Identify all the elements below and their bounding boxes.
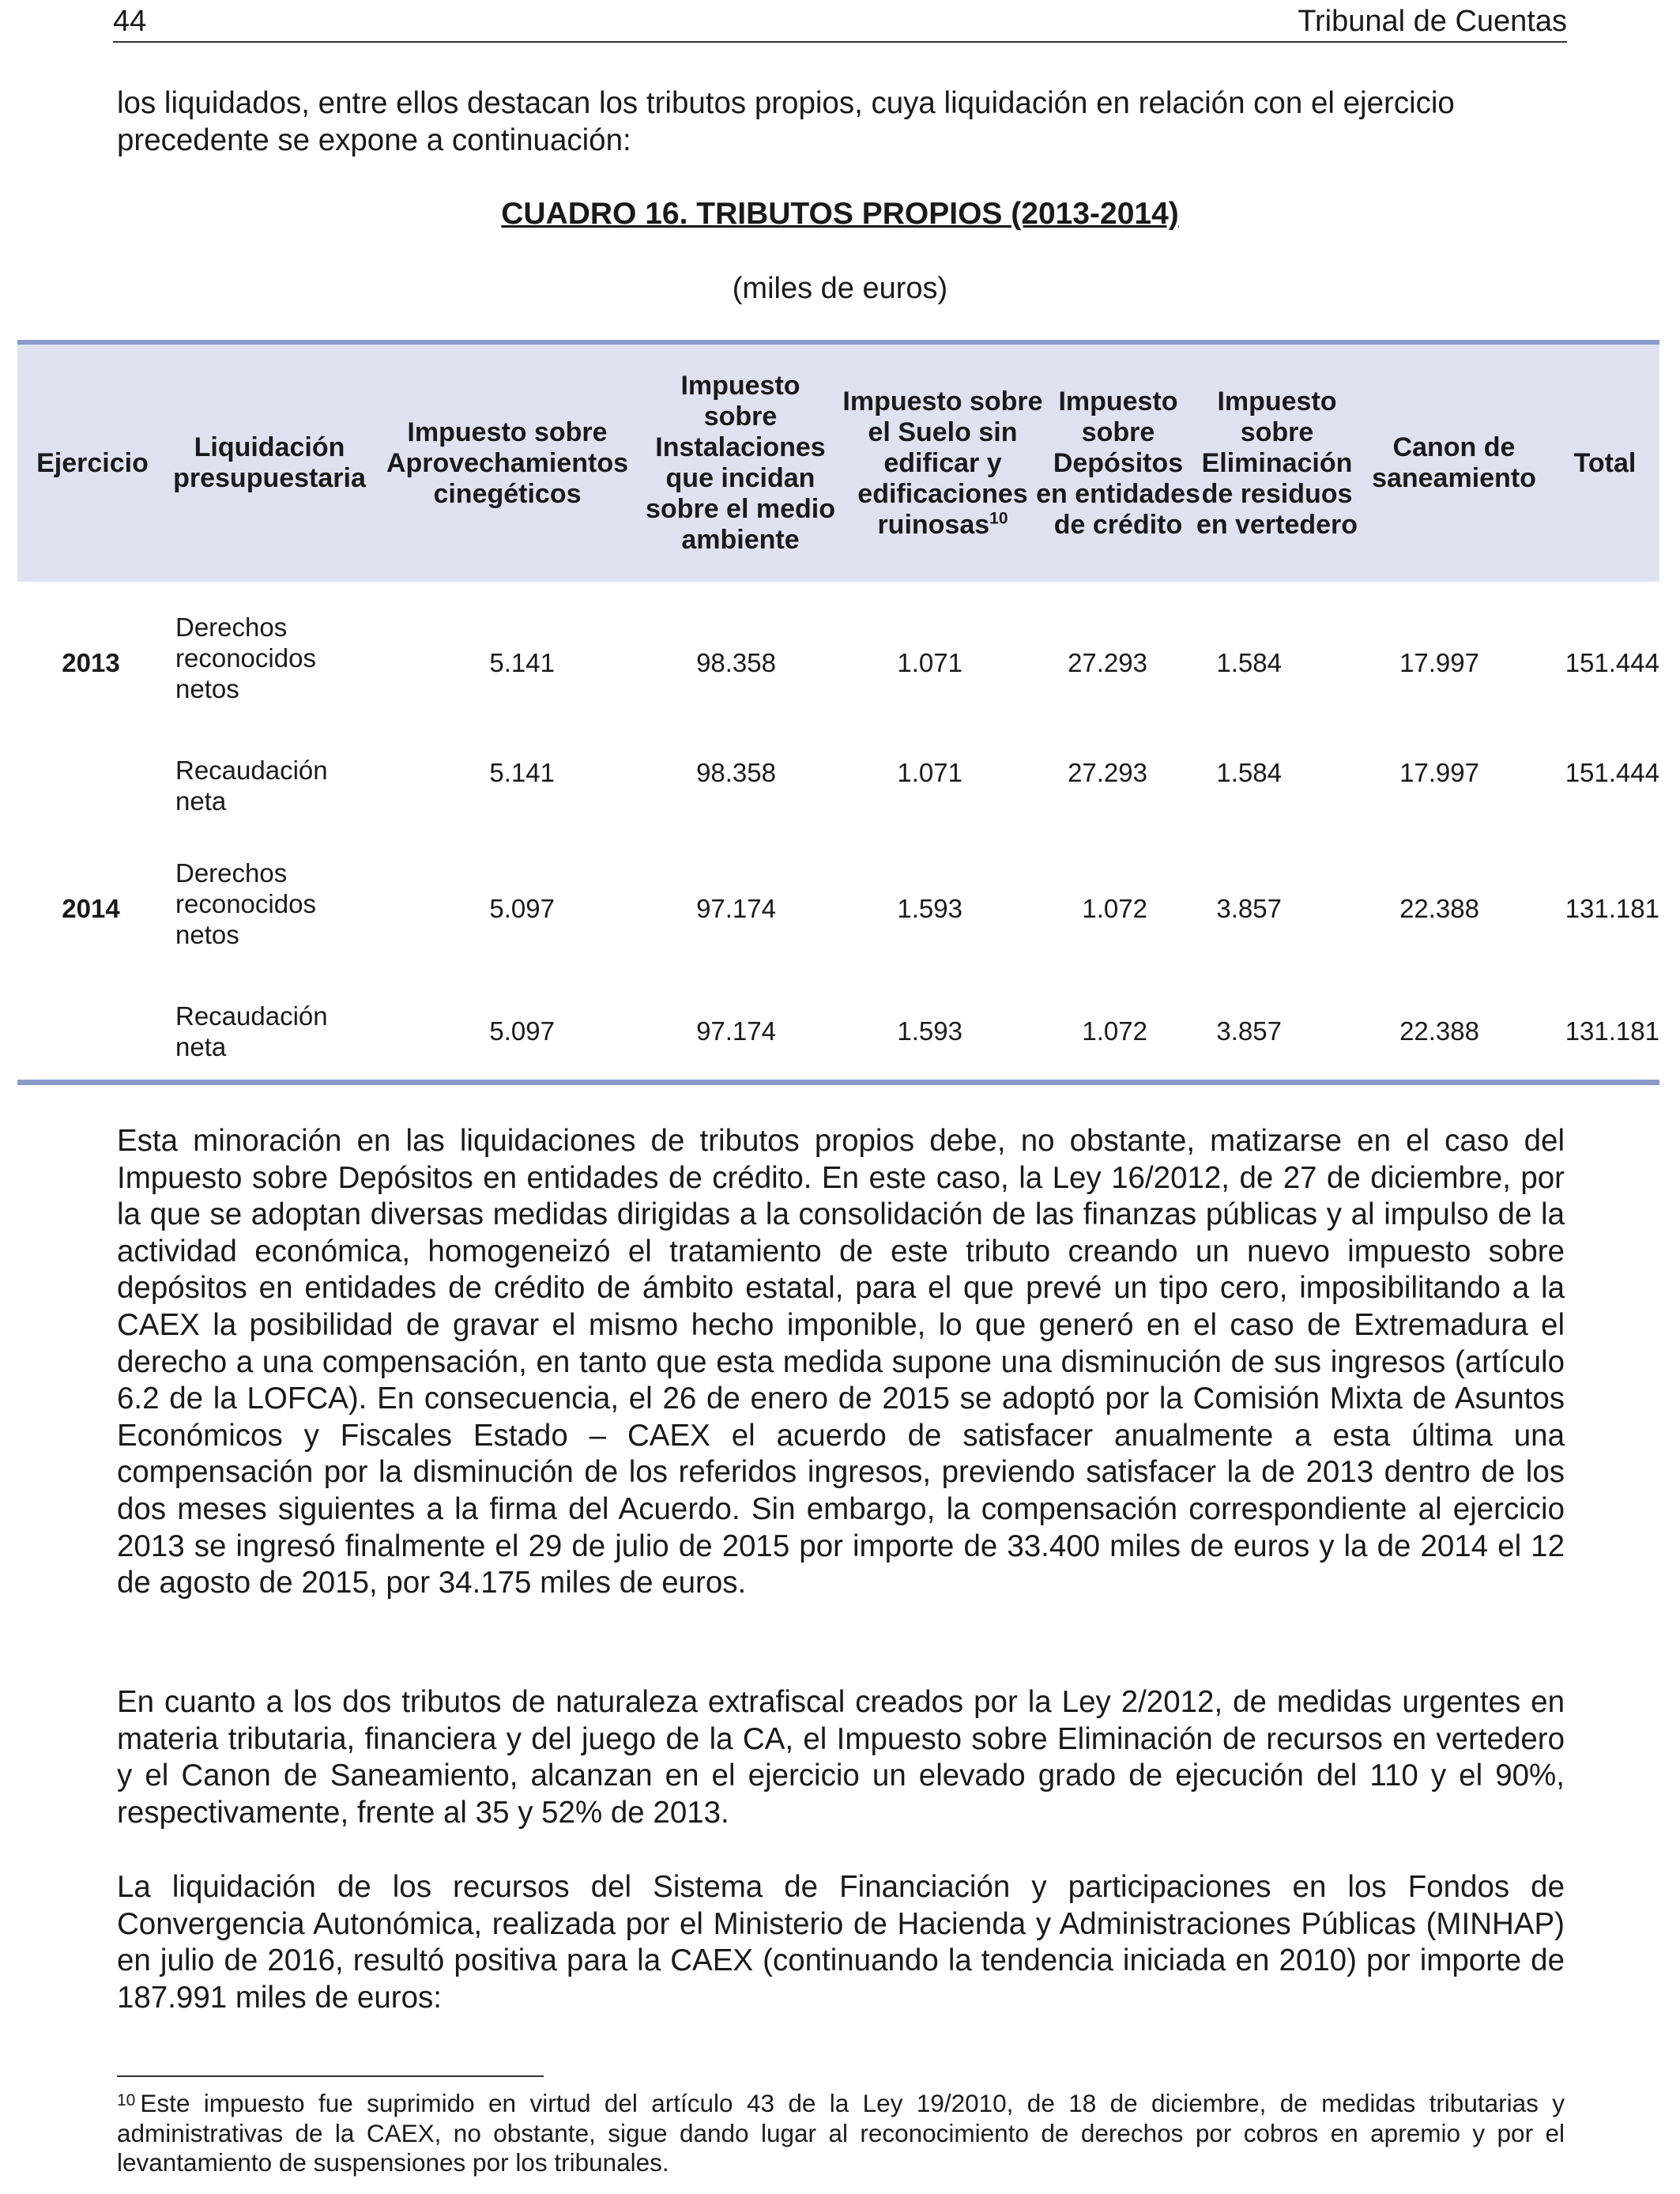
table-bottom-rule [17,1080,1659,1085]
footnote-mark: 10 [117,2091,136,2109]
row-2-liquidacion: Recaudación neta [175,756,328,816]
col-header-depositos: Impuesto sobre Depósitos en entidades de crédito [1036,386,1200,540]
year-2014: 2014 [62,894,120,923]
footnote-separator [117,2075,544,2077]
table-units: (miles de euros) [732,272,948,305]
row-2-canon: 17.997 [1399,758,1479,787]
body-paragraph-3: La liquidación de los recursos del Sistema de Financiación y participaciones en los Fondos de Convergencia Autonómica, realizada por el Ministerio de Hacienda y Administraciones Públicas (MINHAP) en julio de 2016, resultó positiva para la CAEX (continuando la tendencia iniciada en 2010) por importe de 187.991 miles de euros: [117,1870,1565,2015]
row-3-depositos: 1.072 [1082,894,1147,923]
col-header-ejercicio: Ejercicio [36,447,149,478]
row-1-eliminacion: 1.584 [1216,648,1282,677]
col-header-eliminacion: Impuesto sobre Eliminación de residuos en vertedero [1196,386,1358,540]
col-header-liquidacion: Liquidación presupuestaria [173,432,366,493]
row-4-eliminacion: 3.857 [1216,1016,1282,1046]
row-2-total: 151.444 [1565,758,1659,787]
row-4-liquidacion: Recaudación neta [175,1001,328,1061]
row-2-instalaciones: 98.358 [696,758,776,787]
row-1-depositos: 27.293 [1068,648,1147,677]
row-1-liquidacion: Derechos reconocidos netos [175,613,316,703]
col-header-suelo [839,345,1046,582]
row-3-instalaciones: 97.174 [696,894,776,923]
page-header [113,0,1567,43]
year-2013: 2013 [62,648,120,677]
running-title: Tribunal de Cuentas [1298,5,1567,38]
row-4-total: 131.181 [1565,1016,1659,1046]
footnote-ref: 10 [989,509,1008,528]
page-number: 44 [113,5,147,38]
col-header-aprovechamientos: Impuesto sobre Aprovechamientos cinegéticos [386,417,629,509]
col-header-total: Total [1573,447,1637,478]
row-2-depositos: 27.293 [1068,758,1147,787]
col-header-suelo-text: Impuesto sobre el Suelo sin edificar y edificaciones ruinosas [842,386,1043,540]
intro-paragraph: los liquidados, entre ellos destacan los tributos propios, cuya liquidación en relación con el ejercicio precedente se expone a continuación: [117,86,1455,157]
row-3-eliminacion: 3.857 [1216,894,1282,923]
body-paragraph-2: En cuanto a los dos tributos de naturaleza extrafiscal creados por la Ley 2/2012, de medidas urgentes en materia tributaria, financiera y del juego de la CA, el Impuesto sobre Eliminación de recursos en vertedero y el Canon de Saneamiento, alcanzan en el ejercicio un elevado grado de ejecución del 110 y el 90%, respectivamente, frente al 35 y 52% de 2013. [117,1685,1565,1830]
row-1-canon: 17.997 [1399,648,1479,677]
row-4-instalaciones: 97.174 [696,1016,776,1046]
row-3-suelo: 1.593 [897,894,962,923]
row-3-total: 131.181 [1565,894,1659,923]
row-1-instalaciones: 98.358 [696,648,776,677]
footnote-text: Este impuesto fue suprimido en virtud del artículo 43 de la Ley 19/2010, de 18 de diciembre, de medidas tributarias y administrativas de la CAEX, no obstante, sigue dando lugar al reconocimiento de derechos por cobros en apremio y por el levantamiento de suspensiones por los tribunales. [117,2089,1565,2177]
row-3-aprovechamientos: 5.097 [489,894,555,923]
body-paragraph-1: Esta minoración en las liquidaciones de tributos propios debe, no obstante, matizarse en el caso del Impuesto sobre Depósitos en entidades de crédito. En este caso, la Ley 16/2012, de 27 de diciembre, por la que se adoptan diversas medidas dirigidas a la consolidación de las finanzas públicas y al impulso de la actividad económica, homogeneizó el tratamiento de este tributo creando un nuevo impuesto sobre depósitos en entidades de crédito de ámbito estatal, para el que prevé un tipo cero, imposibilitando a la CAEX la posibilidad de gravar el mismo hecho imponible, lo que generó en el caso de Extremadura el derecho a una compensación, en tanto que esta medida supone una disminución de sus ingresos (artículo 6.2 de la LOFCA). En consecuencia, el 26 de enero de 2015 se adoptó por la Comisión Mixta de Asuntos Económicos y Fiscales Estado – CAEX el acuerdo de satisfacer anualmente a esta última una compensación por la disminución de los referidos ingresos, previendo satisfacer la de 2013 dentro de los dos meses siguientes a la firma del Acuerdo. Sin embargo, la compensación correspondiente al ejercicio 2013 se ingresó finalmente el 29 de julio de 2015 por importe de 33.400 miles de euros y la de 2014 el 12 de agosto de 2015, por 34.175 miles de euros. [117,1124,1565,1600]
row-2-aprovechamientos: 5.141 [489,758,555,787]
row-4-canon: 22.388 [1399,1016,1479,1046]
row-1-aprovechamientos: 5.141 [489,648,555,677]
row-3-canon: 22.388 [1399,894,1479,923]
row-1-total: 151.444 [1565,648,1659,677]
row-4-suelo: 1.593 [897,1016,962,1046]
row-1-suelo: 1.071 [897,648,962,677]
row-4-aprovechamientos: 5.097 [489,1016,555,1046]
row-2-suelo: 1.071 [897,758,962,787]
row-4-depositos: 1.072 [1082,1016,1147,1046]
tributos-table [17,340,1659,1088]
col-header-instalaciones: Impuesto sobre Instalaciones que incidan sobre el medio ambiente [646,371,835,555]
row-2-eliminacion: 1.584 [1216,758,1282,787]
footnote [117,2089,1565,2178]
col-header-canon: Canon de saneamiento [1372,432,1536,493]
table-title: CUADRO 16. TRIBUTOS PROPIOS (2013-2014) [501,197,1179,231]
row-3-liquidacion: Derechos reconocidos netos [175,858,316,949]
